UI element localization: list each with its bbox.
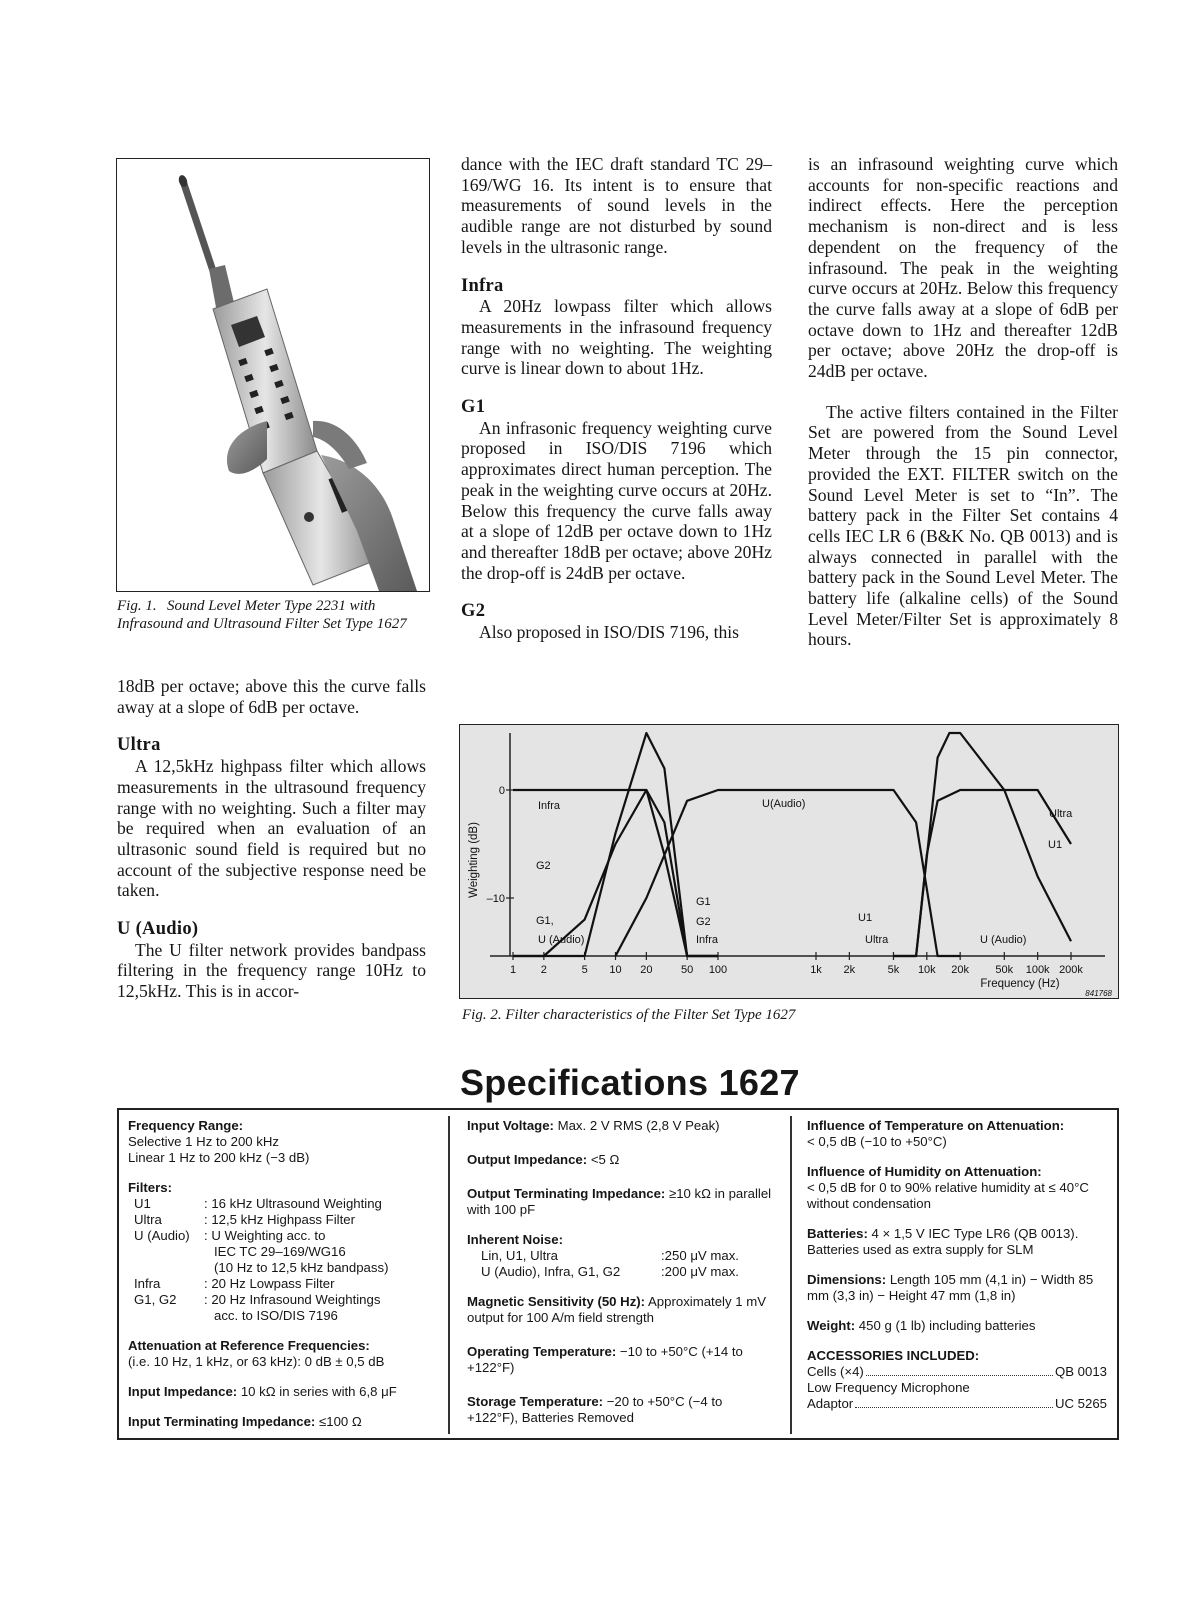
x-tick-label: 1 — [509, 964, 517, 976]
series-line-g2 — [513, 790, 718, 956]
chart-annotation: Infra — [538, 800, 561, 812]
sound-level-meter-illustration — [117, 159, 429, 591]
y-tick-label: –10 — [486, 893, 505, 905]
magnetic-label: Magnetic Sensitivity (50 Hz): — [467, 1294, 646, 1309]
filter-desc: : 16 kHz Ultrasound Weighting — [204, 1196, 382, 1211]
output-impedance-text: <5 Ω — [590, 1152, 620, 1167]
filters-label: Filters: — [128, 1180, 172, 1195]
temp-influence-label: Influence of Temperature on Attenuation: — [807, 1118, 1065, 1133]
filter-name: U1 — [134, 1196, 151, 1211]
chart-svg — [460, 725, 1118, 998]
chart-annotation: Ultra — [865, 934, 889, 946]
chart-annotation: U (Audio) — [980, 934, 1027, 946]
spec-column-divider — [790, 1116, 792, 1434]
infra-text: A 20Hz lowpass filter which allows measurements in the infrasound frequency range with no weighting. The weighting curve is linear down to about 1Hz. — [461, 296, 772, 379]
chart-annotation: G2 — [536, 860, 551, 872]
operating-temp-label: Operating Temperature: — [467, 1344, 617, 1359]
storage-temp-label: Storage Temperature: — [467, 1394, 604, 1409]
input-voltage-text: Max. 2 V RMS (2,8 V Peak) — [557, 1118, 720, 1133]
x-tick-label: 1k — [810, 964, 822, 976]
x-tick-label: 100k — [1025, 964, 1050, 976]
series-line-u-audio- — [616, 790, 961, 956]
ultra-text: A 12,5kHz highpass filter which allows measurements in the ultrasound frequency range with no weighting. Such a filter may be required when an evaluation of an ultrasonic sound field is required but no account of the subjective response need be taken. — [117, 756, 426, 901]
g2-heading: G2 — [461, 601, 486, 622]
chart-annotation: Infra — [696, 934, 719, 946]
noise-value: :200 μV max. — [661, 1264, 739, 1279]
batteries-text: 4 × 1,5 V IEC Type LR6 (QB 0013). Batteries used as extra supply for SLM — [807, 1226, 1079, 1257]
accessory-row — [807, 1364, 1107, 1380]
filter-row — [128, 1292, 388, 1308]
column-1 — [117, 676, 426, 1002]
filter-name — [128, 1260, 204, 1276]
batteries-label: Batteries: — [807, 1226, 868, 1241]
chart-annotation: U (Audio) — [538, 934, 585, 946]
input-impedance-text: 10 kΩ in series with 6,8 μF — [240, 1384, 397, 1399]
filter-characteristics-chart — [459, 724, 1119, 999]
accessory-row — [807, 1396, 1107, 1412]
accessory-item: Adaptor — [807, 1396, 854, 1411]
filter-desc: : 20 Hz Lowpass Filter — [204, 1276, 335, 1291]
filter-name: Infra — [134, 1276, 161, 1291]
filter-desc: (10 Hz to 12,5 kHz bandpass) — [214, 1260, 389, 1275]
chart-annotation: G1, — [536, 915, 554, 927]
col2-paragraph-top: dance with the IEC draft standard TC 29–169/WG 16. Its intent is to ensure that measurements of sound levels in the audible range are not disturbed by sound levels in the ultrasonic range. — [461, 154, 772, 257]
x-tick-label: 10 — [609, 964, 622, 976]
input-voltage-label: Input Voltage: — [467, 1118, 554, 1133]
fig1-caption — [117, 597, 429, 633]
fig1-caption-label: Fig. 1. — [117, 598, 157, 614]
dimensions-label: Dimensions: — [807, 1272, 887, 1287]
col3-paragraph-2: The active filters contained in the Filter Set are powered from the Sound Level Meter through the 15 pin connector, provided the EXT. FILTER switch on the Sound Level Meter is set to “In”. The battery pack in the Filter Set contains 4 cells IEC LR 6 (B&K No. QB 0013) and is always connected in parallel with the battery pack in the Sound Level Meter. The battery life (alkaline cells) of the Sound Level Meter/Filter Set is approximately 8 hours. — [808, 401, 1118, 650]
filter-row — [128, 1228, 388, 1244]
filter-desc: IEC TC 29–169/WG16 — [214, 1244, 346, 1259]
x-tick-label: 5 — [581, 964, 588, 976]
output-impedance-label: Output Impedance: — [467, 1152, 588, 1167]
g1-heading: G1 — [461, 397, 486, 418]
g2-text: Also proposed in ISO/DIS 7196, this — [479, 622, 740, 643]
noise-row — [467, 1248, 739, 1264]
accessory-code: QB 0013 — [1054, 1364, 1107, 1379]
x-tick-label: 20k — [951, 964, 970, 976]
x-tick-label: 100 — [708, 964, 728, 976]
filter-desc: acc. to ISO/DIS 7196 — [214, 1308, 338, 1323]
spec-column-3 — [807, 1118, 1107, 1412]
spec-column-1 — [128, 1118, 436, 1444]
fig2-caption: Fig. 2. Filter characteristics of the Filter Set Type 1627 — [462, 1007, 796, 1023]
accessory-row — [807, 1380, 1107, 1396]
figure-code: 841768 — [1085, 989, 1112, 998]
x-tick-label: 2 — [540, 964, 547, 976]
y-axis-label: Weighting (dB) — [468, 822, 480, 898]
chart-annotation: G1 — [696, 896, 711, 908]
series-line-infra — [513, 790, 718, 956]
input-terminating-text: ≤100 Ω — [319, 1414, 362, 1429]
series-line-ultra — [894, 790, 1072, 956]
filter-row — [128, 1276, 388, 1292]
filter-desc: : 20 Hz Infrasound Weightings — [204, 1292, 381, 1307]
humidity-label: Influence of Humidity on Attenuation: — [807, 1164, 1042, 1179]
y-tick-label: 0 — [498, 785, 505, 797]
magnetic-text: Approximately 1 mV output for 100 A/m field strength — [467, 1294, 767, 1325]
chart-annotation: Ultra — [1049, 808, 1073, 820]
freq-range-line: Selective 1 Hz to 200 kHz — [128, 1134, 279, 1149]
temp-influence-text: < 0,5 dB (−10 to +50°C) — [807, 1134, 947, 1149]
accessories-label: ACCESSORIES INCLUDED: — [807, 1348, 980, 1363]
filter-name: G1, G2 — [134, 1292, 177, 1307]
filter-row — [128, 1244, 388, 1260]
col3-paragraph-1: is an infrasound weighting curve which accounts for non-specific reactions and indirect effects. Here the perception mechanism is non-direct and is less dependent on the frequency of the infrasound. The peak in the weighting curve occurs at 20Hz. Below this frequency the curve falls away at a slope of 6dB per octave down to 1Hz and thereafter 12dB per octave; above 20Hz the drop-off is 24dB per octave. — [808, 154, 1118, 382]
x-tick-label: 20 — [640, 964, 653, 976]
x-tick-label: 5k — [887, 964, 900, 976]
x-tick-label: 200k — [1059, 964, 1083, 976]
filter-desc: : U Weighting acc. to — [204, 1228, 326, 1243]
filter-name — [128, 1308, 204, 1324]
x-tick-label: 50 — [681, 964, 694, 976]
weight-label: Weight: — [807, 1318, 856, 1333]
ultra-heading: Ultra — [117, 735, 161, 756]
infra-heading: Infra — [461, 275, 504, 296]
noise-name: U (Audio), Infra, G1, G2 — [481, 1264, 621, 1279]
noise-name: Lin, U1, Ultra — [481, 1248, 558, 1263]
fig1-caption-text: Sound Level Meter Type 2231 with Infrasound and Ultrasound Filter Set Type 1627 — [117, 598, 407, 632]
x-tick-label: 10k — [917, 964, 936, 976]
dimensions-text: Length 105 mm (4,1 in) − Width 85 mm (3,3 in) − Height 47 mm (1,8 in) — [807, 1272, 1094, 1303]
chart-annotation: U1 — [858, 912, 873, 924]
filter-name: Ultra — [134, 1212, 162, 1227]
x-tick-label: 2k — [843, 964, 856, 976]
filters-table — [128, 1196, 388, 1324]
filter-row — [128, 1260, 388, 1276]
input-terminating-label: Input Terminating Impedance: — [128, 1414, 316, 1429]
storage-temp-text: −20 to +50°C (−4 to +122°F), Batteries Removed — [467, 1394, 723, 1425]
noise-table — [467, 1248, 739, 1280]
humidity-text: < 0,5 dB for 0 to 90% relative humidity at ≤ 40°C without condensation — [807, 1180, 1089, 1211]
col1-paragraph-top: 18dB per octave; above this the curve falls away at a slope of 6dB per octave. — [117, 676, 426, 717]
filter-row — [128, 1212, 388, 1228]
attenuation-text: (i.e. 10 Hz, 1 kHz, or 63 kHz): 0 dB ± 0,5 dB — [128, 1354, 385, 1369]
column-3 — [808, 154, 1118, 650]
x-axis-label: Frequency (Hz) — [980, 978, 1060, 990]
g1-text: An infrasonic frequency weighting curve proposed in ISO/DIS 7196 which approximates direct human perception. The peak in the weighting curve occurs at 20Hz. Below this frequency the curve falls away at a slope of 12dB per octave down to 1Hz and thereafter 18dB per octave; above 20Hz the drop-off is 24dB per octave. — [461, 417, 772, 583]
x-tick-label: 50k — [995, 964, 1014, 976]
output-terminating-text: ≥10 kΩ in parallel with 100 pF — [467, 1186, 772, 1217]
output-terminating-label: Output Terminating Impedance: — [467, 1186, 666, 1201]
sound-level-meter-photo — [116, 158, 430, 592]
filter-name: U (Audio) — [134, 1228, 190, 1243]
chart-annotation: U(Audio) — [762, 798, 806, 810]
chart-annotation: U1 — [1048, 839, 1063, 851]
inherent-noise-label: Inherent Noise: — [467, 1232, 563, 1247]
filter-desc: : 12,5 kHz Highpass Filter — [204, 1212, 355, 1227]
specifications-title: Specifications 1627 — [460, 1062, 800, 1103]
filter-row — [128, 1196, 388, 1212]
noise-row — [467, 1264, 739, 1280]
filter-row — [128, 1308, 388, 1324]
freq-range-label: Frequency Range: — [128, 1118, 244, 1133]
uaudio-heading: U (Audio) — [117, 919, 199, 940]
noise-value: :250 μV max. — [661, 1248, 739, 1263]
specifications-box — [117, 1108, 1119, 1440]
accessory-item: Low Frequency Microphone — [807, 1380, 970, 1395]
operating-temp-text: −10 to +50°C (+14 to +122°F) — [467, 1344, 743, 1375]
input-impedance-label: Input Impedance: — [128, 1384, 238, 1399]
spec-column-2 — [467, 1118, 773, 1440]
spec-column-divider — [448, 1116, 450, 1434]
filter-name — [128, 1244, 204, 1260]
column-2 — [461, 154, 772, 643]
accessory-item: Cells (×4) — [807, 1364, 864, 1379]
freq-range-line: Linear 1 Hz to 200 kHz (−3 dB) — [128, 1150, 310, 1165]
chart-annotation: G2 — [696, 916, 711, 928]
attenuation-label: Attenuation at Reference Frequencies: — [128, 1338, 370, 1353]
accessory-code: UC 5265 — [1054, 1396, 1107, 1411]
weight-text: 450 g (1 lb) including batteries — [858, 1318, 1036, 1333]
uaudio-text: The U filter network provides bandpass filtering in the frequency range 10Hz to 12,5kHz. This is in accor- — [117, 939, 426, 1002]
